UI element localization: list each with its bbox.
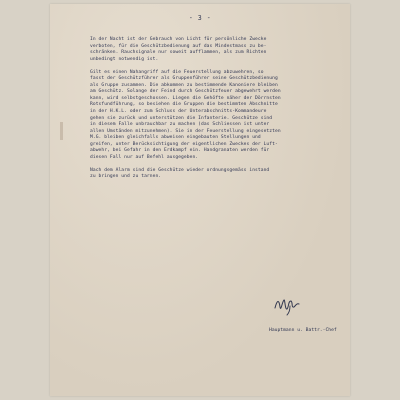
text-line: schränken. Rauchsignale nur soweit aufflammen, als zum Richten xyxy=(90,50,267,56)
text-line: Nach dem Alarm sind die Geschütze wieder ordnungsgemäss instand xyxy=(90,167,270,173)
text-line: abwehr, bei Gefahr in den Erdkampf ein. Handgranaten werden für xyxy=(90,148,270,154)
text-line: gehen sie zurück und unterstützen die Infanterie. Geschütze sind xyxy=(90,115,273,121)
text-line: zu bringen und zu tarnen. xyxy=(90,174,162,180)
text-line: M.G. bleiben gleichfalls abweisen eingebauten Stellungen und xyxy=(90,135,261,141)
text-line: allen Umständen mitzunehmen). Sie in der Feuerstellung eingesetzten xyxy=(90,128,281,134)
page-number: - 3 - xyxy=(188,14,212,22)
text-line: am Geschütz. Solange der Feind durch Geschützfeuer abgewehrt werden xyxy=(90,89,281,95)
text-line: In der Nacht ist der Gebrauch von Licht für persönliche Zwecke xyxy=(90,37,267,42)
signature-title: Hauptmann u. Battr.-Chef xyxy=(269,328,337,333)
paragraph-1 xyxy=(90,37,336,63)
paragraph-3 xyxy=(90,168,336,181)
text-line: verboten, für die Geschützbedienung auf das Mindestmass zu be- xyxy=(90,43,267,49)
text-line: Rotsfundführung, so besiehen die Gruppen die bestimmten Abschnitte xyxy=(90,102,278,108)
text-line: fasst der Geschützführer als Gruppenführer seine Geschützbedienung xyxy=(90,76,278,82)
margin-mark xyxy=(60,122,63,140)
document-page xyxy=(50,4,350,396)
paragraph-2 xyxy=(90,70,336,162)
text-line: in der H.K.L. oder zum Schluss der Unterabschnitts-Kommandeure xyxy=(90,108,267,114)
text-line: Gilt es einen Nahangriff auf die Feuerstellung abzuwehren, so xyxy=(90,69,264,75)
document-body xyxy=(90,37,336,187)
text-line: kann, wird selbstgeschossen. Liegen die Gehöfte näher der Dörrnsten xyxy=(90,95,281,101)
handwritten-signature-icon xyxy=(272,294,302,316)
text-line: als Gruppe zusammen. Die abkommen zu bestimmende Kanoniere bleiben xyxy=(90,82,278,88)
text-line: unbedingt notwendig ist. xyxy=(90,56,159,62)
text-line: in diesem Falle unbrauchbar zu machen (das Schliessen ist unter xyxy=(90,122,270,128)
text-line: diesen Fall nur auf Befehl ausgegeben. xyxy=(90,154,199,160)
text-line: greifen, unter Berücksichtigung der eigentlichen Zweckes der Luft- xyxy=(90,141,278,147)
